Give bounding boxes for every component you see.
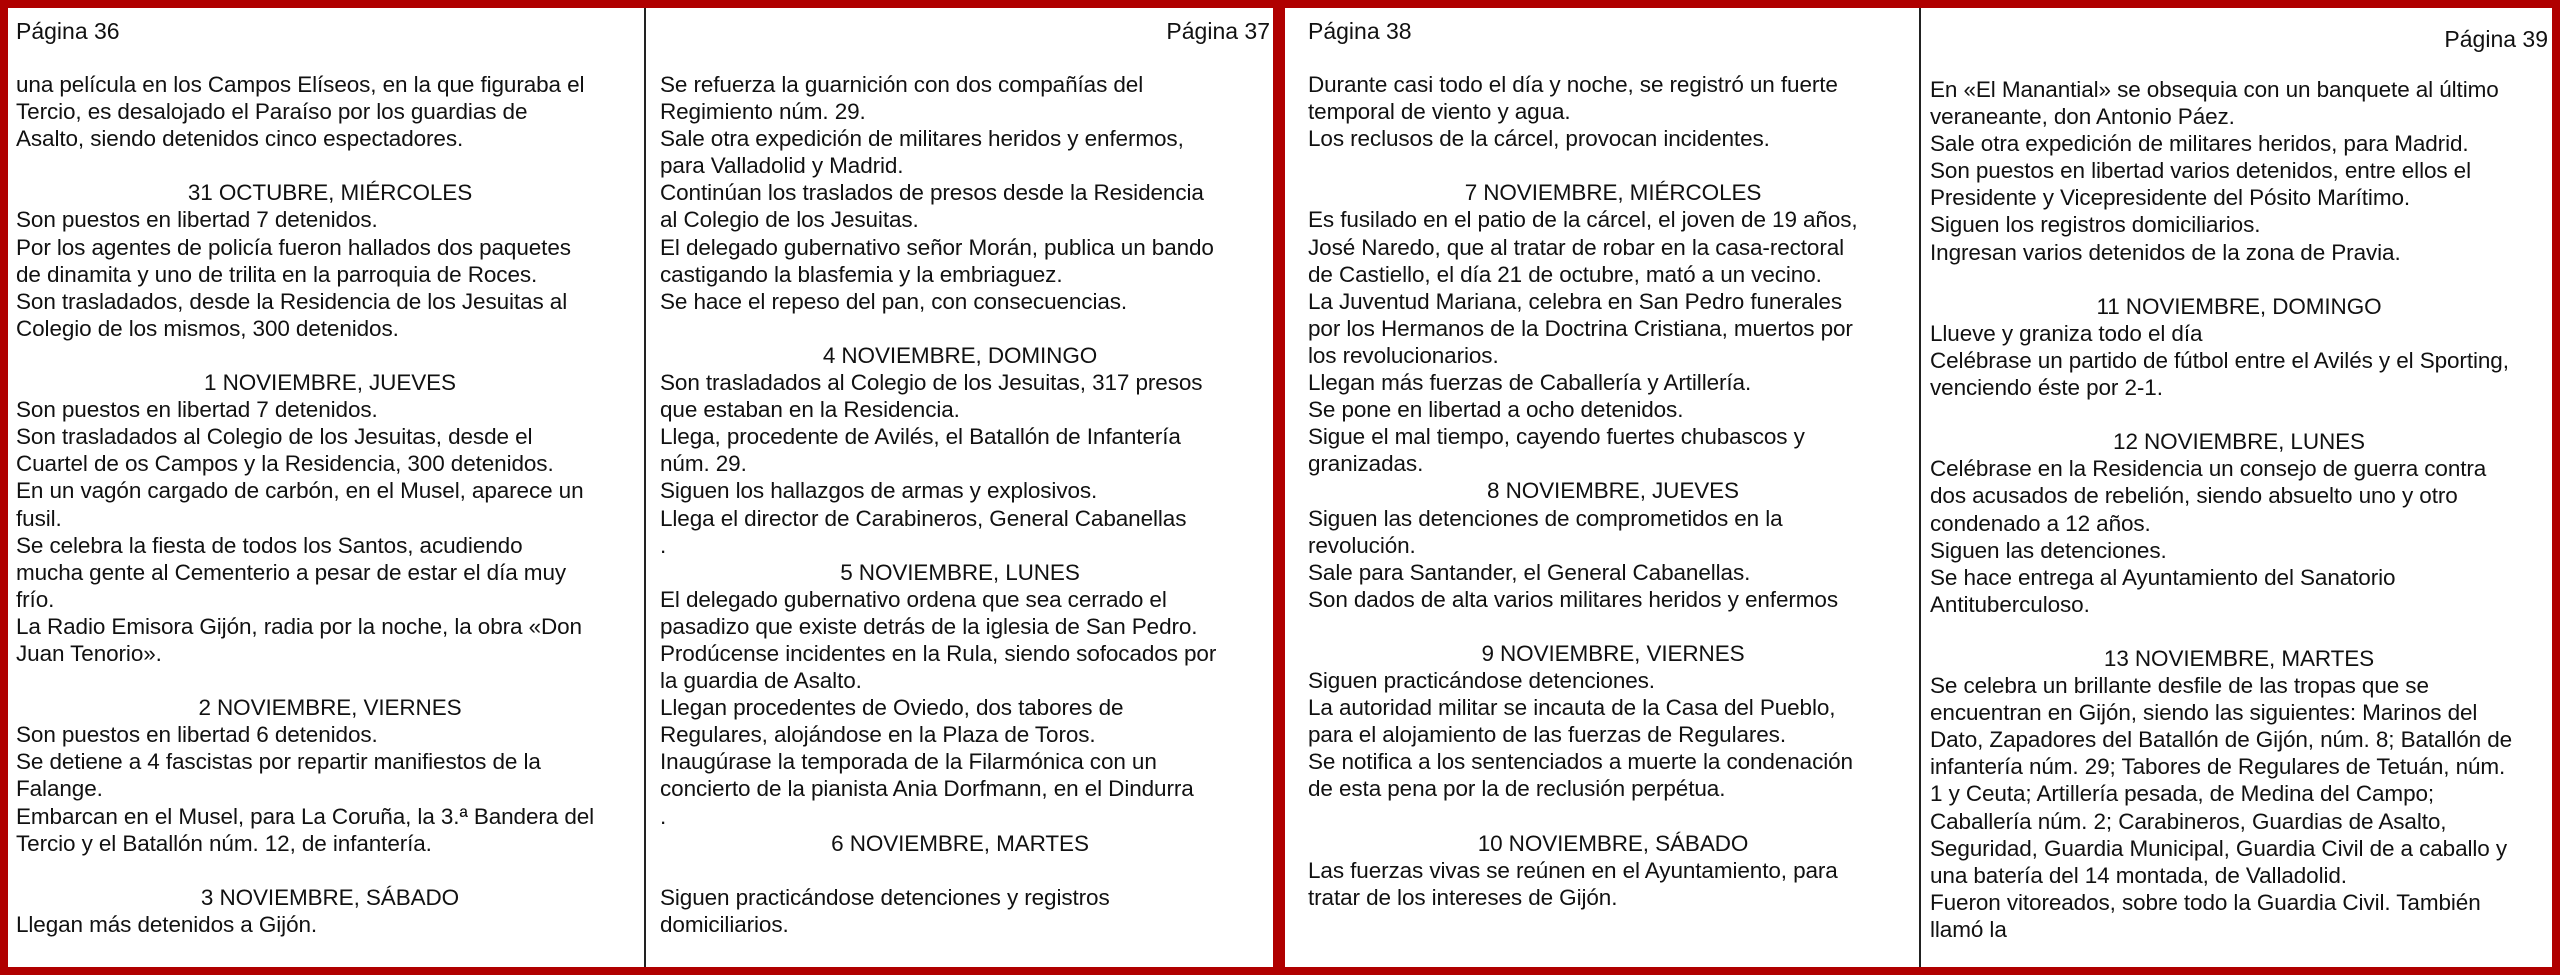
text-line: Siguen los registros domiciliarios.: [1930, 212, 2261, 238]
page-body: [16, 71, 644, 938]
text-line: Se pone en libertad a ocho detenidos.: [1308, 397, 1684, 423]
text-line: Presidente y Vicepresidente del Pósito Marítimo.: [1930, 185, 2411, 211]
text-line: Sale otra expedición de militares heridos y enfermos,: [660, 126, 1184, 152]
text-line: Llegan procedentes de Oviedo, dos tabores de: [660, 695, 1124, 721]
text-line: Regulares, alojándose en la Plaza de Toros.: [660, 722, 1096, 748]
text-line: para el alojamiento de las fuerzas de Regulares.: [1308, 722, 1786, 748]
text-line: La Juventud Mariana, celebra en San Pedro funerales: [1308, 288, 1842, 314]
text-line: Se refuerza la guarnición con dos compañías del: [660, 72, 1144, 97]
text-line: .: [660, 803, 667, 829]
text-line: Son puestos en libertad 7 detenidos.: [16, 397, 378, 423]
text-line: Fueron vitoreados, sobre todo la Guardia Civil. También: [1930, 889, 2481, 915]
text-line: Antituberculoso.: [1930, 591, 2090, 617]
text-line: de dinamita y uno de trilita en la parroquia de Roces.: [16, 261, 538, 287]
text-line: núm. 29.: [660, 451, 747, 477]
text-line: Prodúcense incidentes en la Rula, siendo sofocados por: [660, 640, 1217, 666]
text-line: Se celebra la fiesta de todos los Santos, acudiendo: [16, 532, 523, 558]
text-line: Son trasladados al Colegio de los Jesuitas, desde el: [16, 424, 533, 450]
text-line: Inaugúrase la temporada de la Filarmónica con un: [660, 749, 1157, 775]
text-line: Siguen practicándose detenciones.: [1308, 668, 1655, 694]
text-line: Son puestos en libertad 7 detenidos.: [16, 207, 378, 233]
text-line: temporal de viento y agua.: [1308, 99, 1571, 125]
text-line: Son trasladados, desde la Residencia de los Jesuitas al: [16, 288, 568, 314]
blank-line: [16, 857, 644, 884]
text-line: Llega el director de Carabineros, General Cabanellas: [660, 505, 1187, 531]
text-line: Celébrase en la Residencia un consejo de guerra contra: [1930, 456, 2487, 482]
text-line: frío.: [16, 586, 55, 612]
text-line: En «El Manantial» se obsequia con un banquete al último: [1930, 77, 2499, 102]
text-line: al Colegio de los Jesuitas.: [660, 207, 919, 233]
page-body: [1930, 76, 2548, 943]
text-line: veraneante, don Antonio Páez.: [1930, 104, 2235, 130]
page-divider: [644, 8, 646, 967]
text-line: Siguen las detenciones.: [1930, 537, 2167, 563]
blank-line: [1930, 266, 2548, 293]
text-line: Dato, Zapadores del Batallón de Gijón, núm. 8; Batallón de: [1930, 727, 2513, 753]
blank-line: [1308, 613, 1918, 640]
text-line: Cuartel de os Campos y la Residencia, 300 detenidos.: [16, 451, 554, 477]
text-line: llamó la: [1930, 916, 2007, 942]
date-heading: 3 NOVIEMBRE, SÁBADO: [200, 884, 460, 910]
text-line: Llegan más detenidos a Gijón.: [16, 911, 318, 937]
page-body: [1308, 71, 1918, 911]
text-line: tratar de los intereses de Gijón.: [1308, 884, 1618, 910]
text-line: José Naredo, que al tratar de robar en la casa-rectoral: [1308, 234, 1845, 260]
blank-line: [1930, 401, 2548, 428]
text-line: Es fusilado en el patio de la cárcel, el joven de 19 años,: [1308, 207, 1858, 233]
text-line: Son trasladados al Colegio de los Jesuitas, 317 presos: [660, 370, 1203, 396]
text-line: venciendo éste por 2-1.: [1930, 375, 2163, 401]
text-line: Asalto, siendo detenidos cinco espectadores.: [16, 126, 464, 152]
text-line: Celébrase un partido de fútbol entre el Avilés y el Sporting,: [1930, 347, 2509, 373]
text-line: Se hace entrega al Ayuntamiento del Sanatorio: [1930, 564, 2396, 590]
text-line: .: [660, 532, 667, 558]
text-line: Sale otra expedición de militares heridos, para Madrid.: [1930, 131, 2469, 157]
page-number: Página 39: [2444, 26, 2548, 52]
text-line: condenado a 12 años.: [1930, 510, 2151, 536]
text-line: fusil.: [16, 505, 62, 531]
text-line: Sale para Santander, el General Cabanellas.: [1308, 559, 1751, 585]
page-number: Página 38: [1308, 18, 1412, 44]
date-heading: 2 NOVIEMBRE, VIERNES: [198, 695, 462, 721]
text-line: que estaban en la Residencia.: [660, 397, 960, 423]
text-line: domiciliarios.: [660, 911, 789, 937]
text-line: de Castiello, el día 21 de octubre, mató a un vecino.: [1308, 261, 1822, 287]
text-line: Son puestos en libertad 6 detenidos.: [16, 722, 378, 748]
text-line: En un vagón cargado de carbón, en el Musel, aparece un: [16, 478, 584, 504]
text-line: Siguen practicándose detenciones y registros: [660, 884, 1110, 910]
blank-line: [1308, 152, 1918, 179]
date-heading: 8 NOVIEMBRE, JUEVES: [1487, 478, 1739, 504]
text-line: de esta pena por la de reclusión perpétua.: [1308, 776, 1726, 802]
text-line: revolución.: [1308, 532, 1416, 558]
text-line: Regimiento núm. 29.: [660, 99, 866, 125]
page-37: [660, 8, 1270, 967]
text-line: Tercio y el Batallón núm. 12, de infantería.: [16, 830, 432, 856]
date-heading: 6 NOVIEMBRE, MARTES: [831, 830, 1089, 856]
blank-line: [660, 857, 1260, 884]
page-38: [1308, 8, 1918, 967]
text-line: El delegado gubernativo señor Morán, publica un bando: [660, 234, 1214, 260]
date-heading: 13 NOVIEMBRE, MARTES: [2103, 645, 2375, 671]
page-39: [1930, 8, 2548, 967]
text-line: Durante casi todo el día y noche, se registró un fuerte: [1308, 72, 1838, 97]
text-line: Llega, procedente de Avilés, el Batallón de Infantería: [660, 424, 1181, 450]
text-line: Llegan más fuerzas de Caballería y Artillería.: [1308, 370, 1752, 396]
date-heading: 1 NOVIEMBRE, JUEVES: [204, 370, 456, 396]
text-line: Siguen las detenciones de comprometidos en la: [1308, 505, 1783, 531]
date-heading: 4 NOVIEMBRE, DOMINGO: [822, 342, 1098, 368]
page-body: [660, 71, 1260, 938]
blank-line: [660, 315, 1260, 342]
page-number: Página 36: [16, 18, 120, 44]
spread-pages-38-39: [1277, 0, 2560, 975]
text-line: mucha gente al Cementerio a pesar de estar el día muy: [16, 559, 567, 585]
text-line: Las fuerzas vivas se reúnen en el Ayuntamiento, para: [1308, 857, 1838, 883]
blank-line: [1930, 618, 2548, 645]
text-line: Sigue el mal tiempo, cayendo fuertes chubascos y: [1308, 424, 1805, 450]
text-line: La Radio Emisora Gijón, radia por la noche, la obra «Don: [16, 613, 582, 639]
blank-line: [16, 342, 644, 369]
text-line: Falange.: [16, 776, 103, 802]
text-line: Son puestos en libertad varios detenidos, entre ellos el: [1930, 158, 2471, 184]
text-line: Son dados de alta varios militares heridos y enfermos: [1308, 586, 1838, 612]
text-line: Se detiene a 4 fascistas por repartir manifiestos de la: [16, 749, 541, 775]
page-number: Página 37: [1166, 18, 1270, 44]
text-line: La autoridad militar se incauta de la Casa del Pueblo,: [1308, 695, 1836, 721]
date-heading: 5 NOVIEMBRE, LUNES: [840, 559, 1080, 585]
text-line: dos acusados de rebelión, siendo absuelto uno y otro: [1930, 483, 2458, 509]
text-line: granizadas.: [1308, 451, 1424, 477]
text-line: una batería del 14 montada, de Valladolid.: [1930, 862, 2347, 888]
text-line: Ingresan varios detenidos de la zona de Pravia.: [1930, 239, 2401, 265]
date-heading: 31 OCTUBRE, MIÉRCOLES: [187, 180, 473, 206]
text-line: Embarcan en el Musel, para La Coruña, la 3.ª Bandera del: [16, 803, 595, 829]
text-line: Se celebra un brillante desfile de las tropas que se: [1930, 673, 2429, 699]
text-line: Por los agentes de policía fueron hallados dos paquetes: [16, 234, 571, 260]
text-line: infantería núm. 29; Tabores de Regulares de Tetuán, núm.: [1930, 754, 2506, 780]
text-line: 1 y Ceuta; Artillería pesada, de Medina del Campo;: [1930, 781, 2435, 807]
text-line: Juan Tenorio».: [16, 640, 162, 666]
text-line: una película en los Campos Elíseos, en la que figuraba el: [16, 72, 585, 97]
text-line: para Valladolid y Madrid.: [660, 153, 904, 179]
page-36: [16, 8, 644, 967]
blank-line: [16, 667, 644, 694]
text-line: Colegio de los mismos, 300 detenidos.: [16, 315, 399, 341]
text-line: Seguridad, Guardia Municipal, Guardia Civil de a caballo y: [1930, 835, 2508, 861]
text-line: Continúan los traslados de presos desde la Residencia: [660, 180, 1204, 206]
page-divider: [1919, 8, 1921, 967]
text-line: Se notifica a los sentenciados a muerte la condenación: [1308, 749, 1853, 775]
text-line: Tercio, es desalojado el Paraíso por los guardias de: [16, 99, 528, 125]
text-line: Los reclusos de la cárcel, provocan incidentes.: [1308, 126, 1770, 152]
text-line: concierto de la pianista Ania Dorfmann, en el Dindurra: [660, 776, 1194, 802]
text-line: Se hace el repeso del pan, con consecuencias.: [660, 288, 1128, 314]
text-line: Siguen los hallazgos de armas y explosivos.: [660, 478, 1098, 504]
date-heading: 12 NOVIEMBRE, LUNES: [2113, 429, 2365, 455]
blank-line: [1308, 803, 1918, 830]
date-heading: 9 NOVIEMBRE, VIERNES: [1481, 640, 1745, 666]
text-line: los revolucionarios.: [1308, 342, 1499, 368]
text-line: la guardia de Asalto.: [660, 668, 862, 694]
date-heading: 11 NOVIEMBRE, DOMINGO: [2096, 293, 2382, 319]
text-line: encuentran en Gijón, siendo las siguientes: Marinos del: [1930, 700, 2478, 726]
text-line: pasadizo que existe detrás de la iglesia de San Pedro.: [660, 613, 1198, 639]
blank-line: [16, 152, 644, 179]
text-line: Caballería núm. 2; Carabineros, Guardias de Asalto,: [1930, 808, 2447, 834]
text-line: por los Hermanos de la Doctrina Cristiana, muertos por: [1308, 315, 1853, 341]
date-heading: 10 NOVIEMBRE, SÁBADO: [1477, 830, 1749, 856]
text-line: Llueve y graniza todo el día: [1930, 320, 2203, 346]
text-line: El delegado gubernativo ordena que sea cerrado el: [660, 586, 1167, 612]
text-line: castigando la blasfemia y la embriaguez.: [660, 261, 1063, 287]
date-heading: 7 NOVIEMBRE, MIÉRCOLES: [1464, 180, 1762, 206]
